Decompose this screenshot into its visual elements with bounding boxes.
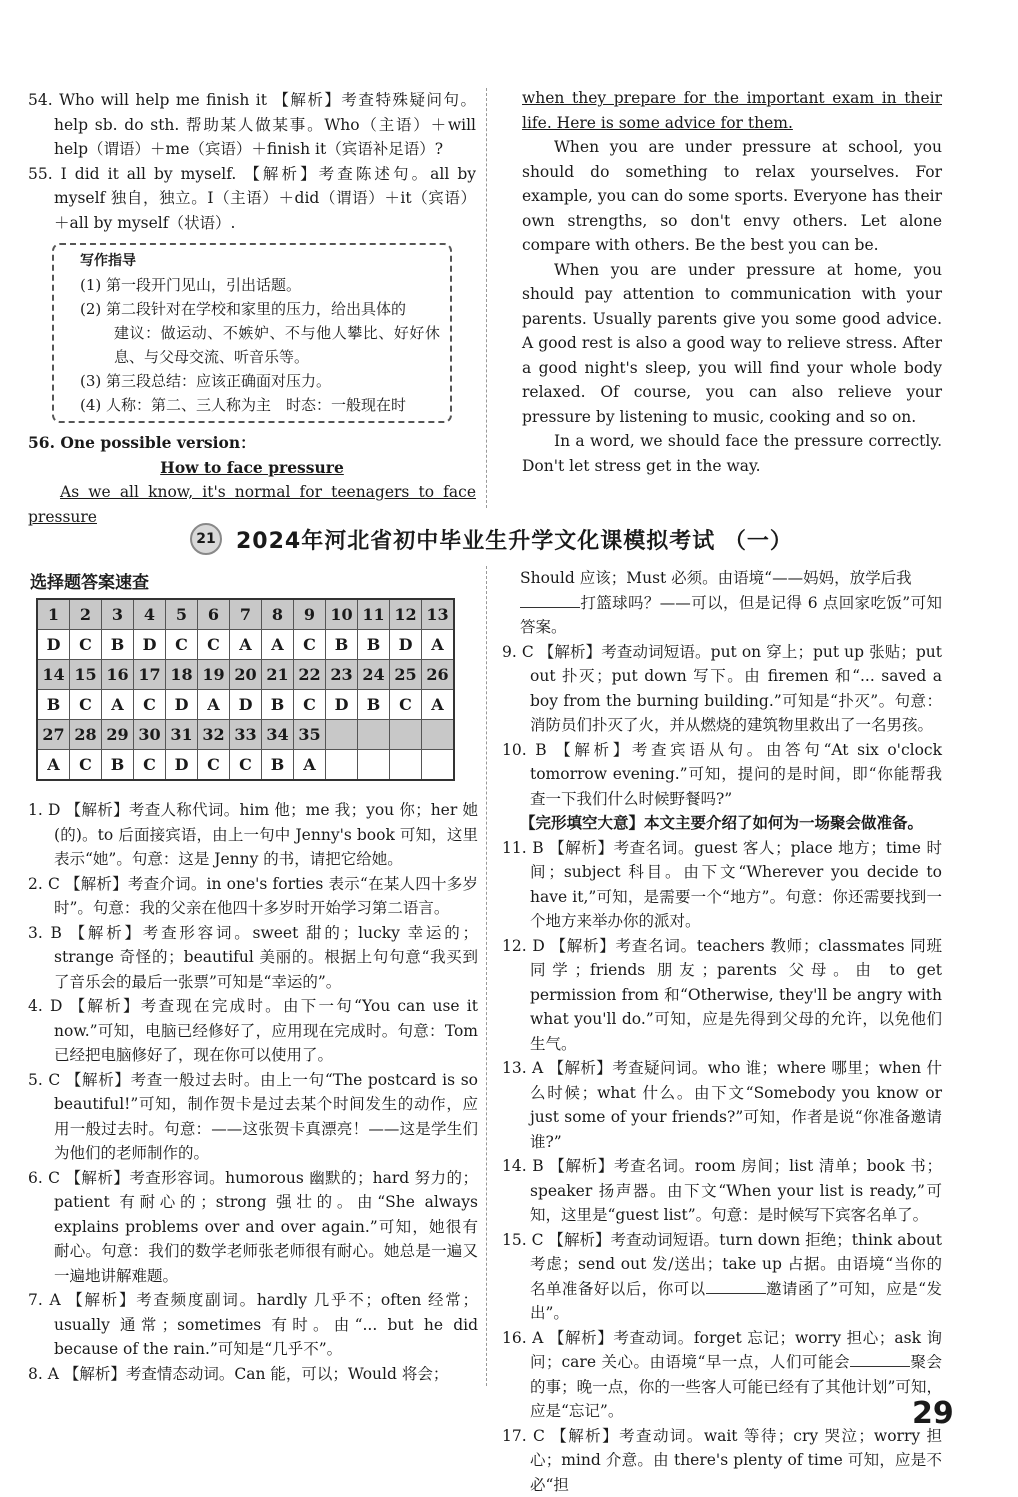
- answer-cell: 2: [70, 599, 102, 630]
- essay-p1-start: As we all know, it's normal for teenagers to face pressure: [28, 480, 476, 529]
- answer-cell: [390, 750, 422, 781]
- answer-1: 1. D 【解析】考查人称代词。him 他；me 我；you 你；her 她(的)。to 后面接宾语，由上一句中 Jenny's book 可知，这里表示“她”。句意：这是 Jenny 的书，请把它给她。: [28, 798, 478, 872]
- answer-5: 5. C 【解析】考查一般过去时。由上一句“The postcard is so beautiful!”可知，制作贺卡是过去某个时间发生的动作，应用一般过去时。句意：——这张贺卡真漂亮！——这是学生们为他们的老师制作的。: [28, 1068, 478, 1166]
- answer-letter-row: [37, 750, 454, 781]
- answer-54: 54. Who will help me finish it 【解析】考查特殊疑问句。help sb. do sth. 帮助某人做某事。Who（主语）＋will help（谓语）＋me（宾语）＋finish it（宾语补足语）?: [28, 88, 476, 162]
- answer-cell: C: [230, 750, 262, 781]
- answer-cell: D: [37, 630, 70, 660]
- answer-cell: 24: [358, 660, 390, 690]
- answer-cell: C: [390, 690, 422, 720]
- guide-item-1: (1) 第一段开门见山，引出话题。: [80, 273, 440, 297]
- section-header: [190, 522, 830, 556]
- answer-55: 55. I did it all by myself. 【解析】考查陈述句。all by myself 独自，独立。I（主语）＋did（谓语）＋it（宾语）＋all by myself（状语）.: [28, 162, 476, 236]
- essay-p2: When you are under pressure at school, you should do something to relax yourselves. For example, you can do some sports. Everyone has their own strengths, so don't envy others. Let alone compare with others. Be the best you can be.: [522, 135, 942, 258]
- answer-cell: 32: [198, 720, 230, 750]
- page-number: 29: [912, 1396, 954, 1431]
- answer-cell: 13: [422, 599, 455, 630]
- section-title: 2024年河北省初中毕业生升学文化课模拟考试 （一）: [236, 524, 793, 555]
- answer-cell: 29: [102, 720, 134, 750]
- answer-16: 16. A 【解析】考查动词。forget 忘记；worry 担心；ask 询问；care 关心。由语境“早一点，人们可能会 聚会的事；晚一点，你的一些客人可能已经有了其他计划”可知，应是“忘记”。: [502, 1326, 942, 1424]
- answer-cell: A: [422, 630, 455, 660]
- answer-3: 3. B 【解析】考查形容词。sweet 甜的；lucky 幸运的；strange 奇怪的；beautiful 美丽的。根据上句句意“我买到了音乐会的最后一张票”可知是“幸运的”。: [28, 921, 478, 995]
- answer-cell: A: [422, 690, 455, 720]
- answer-cell: D: [166, 750, 198, 781]
- answer-cell: 22: [294, 660, 326, 690]
- answer-cell: C: [134, 750, 166, 781]
- column-divider-top: [486, 88, 487, 508]
- answer-11: 11. B 【解析】考查名词。guest 客人；place 地方；time 时间；subject 科目。由下文“Wherever you decide to have it,”可知，是需要一个“地方”。句意：你还需要找到一个地方来举办你的派对。: [502, 836, 942, 934]
- answer-cell: [326, 750, 358, 781]
- guide-item-4: (4) 人称：第二、三人称为主 时态：一般现在时: [80, 393, 440, 417]
- cloze-summary: 【完形填空大意】本文主要介绍了如何为一场聚会做准备。: [502, 811, 942, 836]
- essay-title: How to face pressure: [28, 456, 476, 481]
- answer-14: 14. B 【解析】考查名词。room 房间；list 清单；book 书；speaker 扬声器。由下文“When your list is ready,”可知，这里是“guest list”。句意：是时候写下宾客名单了。: [502, 1154, 942, 1228]
- answer-cell: C: [294, 690, 326, 720]
- answer-cell: 26: [422, 660, 455, 690]
- answer-cell: C: [166, 630, 198, 660]
- answer-cell: C: [70, 630, 102, 660]
- answer-letter-row: [37, 690, 454, 720]
- answer-cell: 21: [262, 660, 294, 690]
- answer-cell: A: [198, 690, 230, 720]
- blank-line: [706, 1279, 766, 1294]
- answer-cell: 17: [134, 660, 166, 690]
- answer-cell: 5: [166, 599, 198, 630]
- answer-number-row: [37, 660, 454, 690]
- answer-8-cont-a: Should 应该；Must 必须。由语境“——妈妈，放学后我: [502, 566, 942, 591]
- essay-p4: In a word, we should face the pressure correctly. Don't let stress get in the way.: [522, 429, 942, 478]
- answer-13: 13. A 【解析】考查疑问词。who 谁；where 哪里；when 什么时候；what 什么。由下文“Somebody you know or just some of your friends?”可知，作者是说“你准备邀请谁?”: [502, 1056, 942, 1154]
- answer-cell: B: [326, 630, 358, 660]
- answer-cell: A: [262, 630, 294, 660]
- essay-p3: When you are under pressure at home, you should pay attention to communication with your parents. Usually parents give you some good advice. A good rest is also a good way to relieve stress. After a good night's sleep, you will find your whole body relaxed. Of course, you can also relieve your pressure by listening to music, cooking and so on.: [522, 258, 942, 430]
- answer-4: 4. D 【解析】考查现在完成时。由下一句“You can use it now.”可知，电脑已经修好了，应用现在完成时。句意：Tom 已经把电脑修好了，现在你可以使用了。: [28, 994, 478, 1068]
- answer-cell: A: [294, 750, 326, 781]
- blank-line: [520, 593, 580, 608]
- answer-cell: 14: [37, 660, 70, 690]
- answer-key-table: [36, 598, 455, 781]
- answer-6: 6. C 【解析】考查形容词。humorous 幽默的；hard 努力的；patient 有耐心的；strong 强壮的。由“She always explains problems over and over again.”可知，她很有耐心。句意：我们的数学老师张老师很有耐心。她总是一遍又一遍地讲解难题。: [28, 1166, 478, 1289]
- answer-cell: D: [230, 690, 262, 720]
- writing-guide-title: 写作指导: [80, 249, 440, 273]
- answer-cell: 18: [166, 660, 198, 690]
- guide-item-2: (2) 第二段针对在学校和家里的压力，给出具体的: [80, 297, 440, 321]
- answer-cell: D: [166, 690, 198, 720]
- answer-cell: [422, 750, 455, 781]
- answer-cell: B: [37, 690, 70, 720]
- answer-cell: [358, 720, 390, 750]
- writing-guide-box: [52, 243, 452, 423]
- answer-15: 15. C 【解析】考查动词短语。turn down 拒绝；think about 考虑；send out 发/送出；take up 占据。由语境“当你的名单准备好以后，你可以 邀请函了”可知，应是“发出”。: [502, 1228, 942, 1326]
- answer-cell: B: [262, 750, 294, 781]
- answer-cell: 34: [262, 720, 294, 750]
- answer-cell: 19: [198, 660, 230, 690]
- answer-cell: C: [198, 630, 230, 660]
- answer-cell: C: [70, 690, 102, 720]
- answer-17: 17. C 【解析】考查动词。wait 等待；cry 哭泣；worry 担心；mind 介意。由 there's plenty of time 可知，应是不必“担: [502, 1424, 942, 1497]
- answer-cell: 1: [37, 599, 70, 630]
- answer-cell: A: [37, 750, 70, 781]
- answer-cell: 12: [390, 599, 422, 630]
- answer-cell: 20: [230, 660, 262, 690]
- answer-8: 8. A 【解析】考查情态动词。Can 能，可以；Would 将会；: [28, 1362, 478, 1387]
- answer-cell: 9: [294, 599, 326, 630]
- answer-number-row: [37, 720, 454, 750]
- answer-letter-row: [37, 630, 454, 660]
- blank-line: [850, 1352, 910, 1367]
- answer-9: 9. C 【解析】考查动词短语。put on 穿上；put up 张贴；put out 扑灭；put down 写下。由 firemen 和“... saved a boy from the burning building.”可知是“扑灭”。句意：消防员们扑灭了火，并从燃烧的建筑物里救出了一名男孩。: [502, 640, 942, 738]
- top-left-column: [28, 88, 476, 529]
- answer-cell: 8: [262, 599, 294, 630]
- answer-cell: [422, 720, 455, 750]
- answer-cell: B: [102, 750, 134, 781]
- answer-cell: D: [134, 630, 166, 660]
- answer-cell: B: [358, 630, 390, 660]
- answer-2: 2. C 【解析】考查介词。in one's forties 表示“在某人四十多岁时”。句意：我的父亲在他四十多岁时开始学习第二语言。: [28, 872, 478, 921]
- answer-cell: 4: [134, 599, 166, 630]
- section-number-badge: 21: [190, 523, 222, 555]
- answer-cell: 23: [326, 660, 358, 690]
- answer-cell: D: [326, 690, 358, 720]
- answer-cell: [358, 750, 390, 781]
- answer-cell: 10: [326, 599, 358, 630]
- top-right-column: [522, 86, 942, 478]
- answer-cell: A: [102, 690, 134, 720]
- bottom-left-column: [28, 798, 478, 1386]
- column-divider-bottom: [486, 566, 487, 1386]
- answer-cell: B: [102, 630, 134, 660]
- answer-cell: [326, 720, 358, 750]
- answer-key-heading: 选择题答案速查: [30, 568, 149, 593]
- answer-cell: [390, 720, 422, 750]
- answer-8-cont-b: 打篮球吗？——可以，但是记得 6 点回家吃饭”可知答案。: [502, 591, 942, 640]
- answer-12: 12. D 【解析】考查名词。teachers 教师；classmates 同班同学；friends 朋友；parents 父母。由 to get permission from 和“Otherwise, they'll be angry with what you'll do.”可知，应是先得到父母的允许，以免他们生气。: [502, 934, 942, 1057]
- answer-number-row: [37, 599, 454, 630]
- answer-cell: 15: [70, 660, 102, 690]
- answer-cell: 35: [294, 720, 326, 750]
- answer-cell: 11: [358, 599, 390, 630]
- answer-56-label: 56. One possible version：: [28, 431, 476, 456]
- answer-cell: B: [358, 690, 390, 720]
- answer-cell: C: [198, 750, 230, 781]
- answer-cell: 7: [230, 599, 262, 630]
- answer-cell: 25: [390, 660, 422, 690]
- essay-p1-end: when they prepare for the important exam in their life. Here is some advice for them.: [522, 86, 942, 135]
- bottom-right-column: [502, 566, 942, 1497]
- answer-cell: B: [262, 690, 294, 720]
- answer-cell: 30: [134, 720, 166, 750]
- answer-10: 10. B 【解析】考查宾语从句。由答句“At six o'clock tomorrow evening.”可知，提问的是时间，即“你能帮我查一下我们什么时候野餐吗?”: [502, 738, 942, 812]
- answer-cell: 3: [102, 599, 134, 630]
- answer-cell: C: [134, 690, 166, 720]
- answer-cell: 6: [198, 599, 230, 630]
- answer-7: 7. A 【解析】考查频度副词。hardly 几乎不；often 经常；usually 通常；sometimes 有时。由“... but he did because of the rain.”可知是“几乎不”。: [28, 1288, 478, 1362]
- answer-cell: C: [70, 750, 102, 781]
- answer-cell: 31: [166, 720, 198, 750]
- answer-cell: 33: [230, 720, 262, 750]
- answer-cell: 16: [102, 660, 134, 690]
- answer-cell: C: [294, 630, 326, 660]
- guide-item-3: (3) 第三段总结：应该正确面对压力。: [80, 369, 440, 393]
- guide-item-2-cont: 建议：做运动、不嫉妒、不与他人攀比、好好休息、与父母交流、听音乐等。: [80, 321, 440, 369]
- answer-cell: 28: [70, 720, 102, 750]
- answer-cell: D: [390, 630, 422, 660]
- answer-cell: A: [230, 630, 262, 660]
- answer-cell: 27: [37, 720, 70, 750]
